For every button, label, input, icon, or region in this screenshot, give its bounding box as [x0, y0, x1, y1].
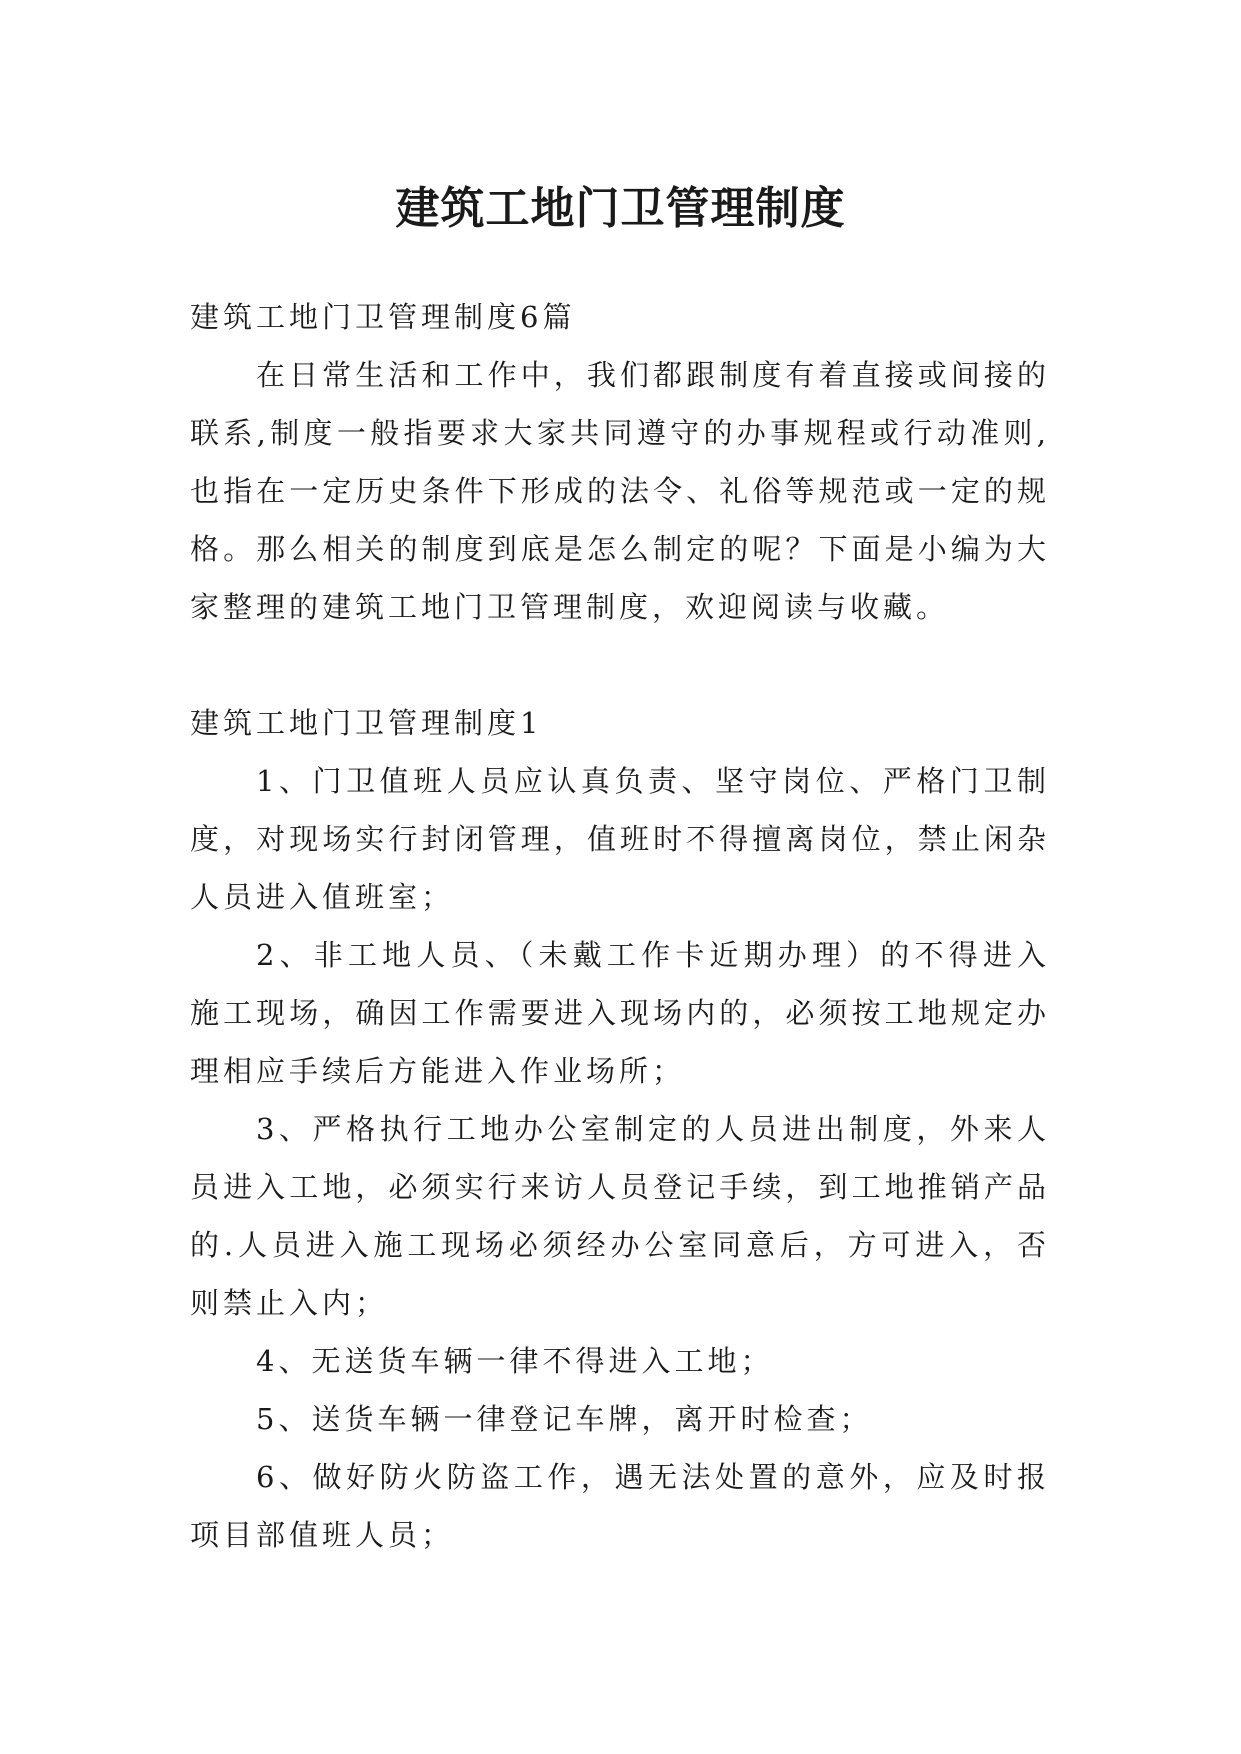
section-spacer	[190, 636, 1050, 694]
rule-item-2: 2、非工地人员、（未戴工作卡近期办理）的不得进入施工现场，确因工作需要进入现场内的，必须按工地规定办理相应手续后方能进入作业场所；	[190, 938, 1050, 1088]
document-body	[190, 288, 1050, 1564]
section-heading: 建筑工地门卫管理制度1	[190, 706, 543, 740]
rule-item-1: 1、门卫值班人员应认真负责、坚守岗位、严格门卫制度，对现场实行封闭管理，值班时不得擅离岗位，禁止闲杂人员进入值班室；	[190, 764, 1050, 914]
rule-item-5: 5、送货车辆一律登记车牌，离开时检查；	[256, 1402, 873, 1436]
rule-item-3: 3、严格执行工地办公室制定的人员进出制度，外来人员进入工地，必须实行来访人员登记手续，到工地推销产品的.人员进入施工现场必须经办公室同意后，方可进入，否则禁止入内；	[190, 1112, 1050, 1320]
rule-item-4: 4、无送货车辆一律不得进入工地；	[256, 1344, 774, 1378]
page-title: 建筑工地门卫管理制度	[395, 183, 846, 235]
intro-paragraph: 在日常生活和工作中，我们都跟制度有着直接或间接的联系,制度一般指要求大家共同遵守的办事规程或行动准则,也指在一定历史条件下形成的法令、礼俗等规范或一定的规格。那么相关的制度到底是怎么制定的呢？下面是小编为大家整理的建筑工地门卫管理制度，欢迎阅读与收藏。	[190, 358, 1050, 624]
document-subtitle: 建筑工地门卫管理制度6篇	[190, 300, 576, 334]
rule-item-6: 6、做好防火防盗工作，遇无法处置的意外，应及时报项目部值班人员；	[190, 1460, 1050, 1552]
